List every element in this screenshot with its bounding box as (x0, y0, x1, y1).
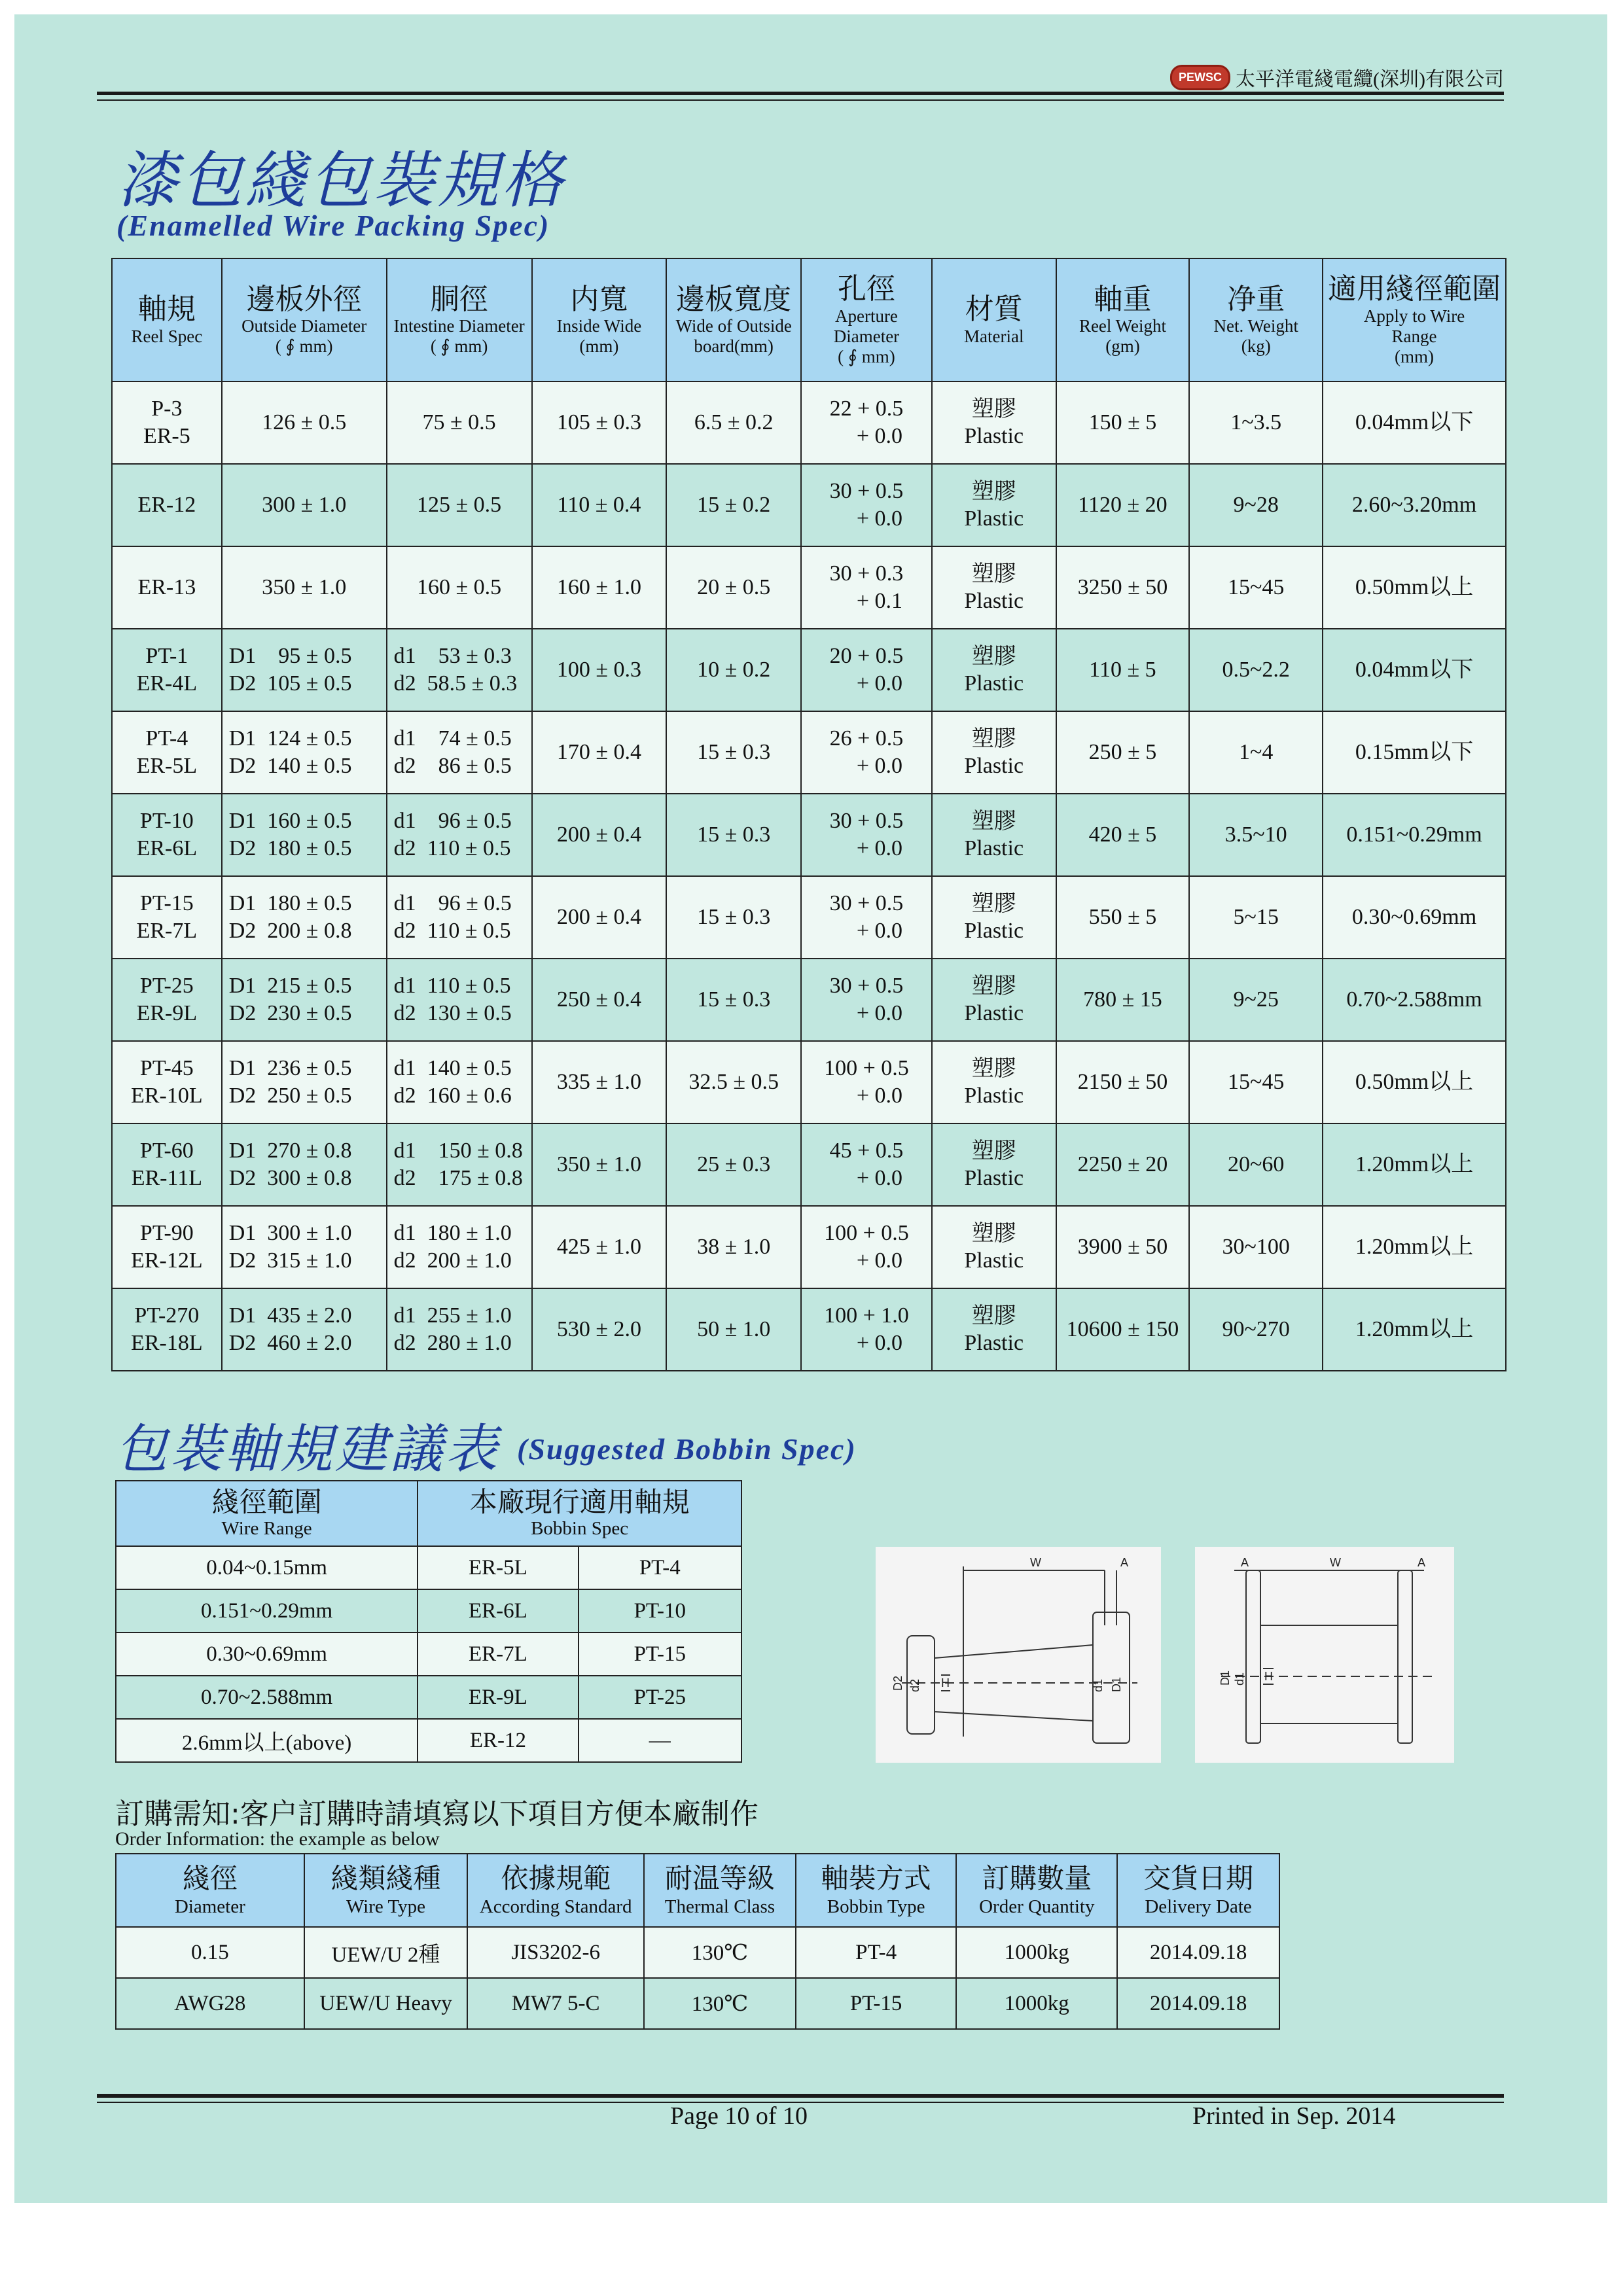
intestine-diameter-cell: 160 ± 0.5 (387, 546, 532, 629)
order-cell: 0.15 (116, 1927, 304, 1978)
wire-range-cell: 0.15mm以下 (1323, 711, 1506, 794)
material-cell: 塑膠 Plastic (932, 546, 1056, 629)
material-cell: 塑膠 Plastic (932, 959, 1056, 1041)
intestine-diameter-cell: d1 140 ± 0.5 d2 160 ± 0.6 (387, 1041, 532, 1123)
spec-row (112, 1288, 1506, 1371)
reel-weight-cell: 780 ± 15 (1056, 959, 1190, 1041)
wire-range-cell: 0.30~0.69mm (1323, 876, 1506, 959)
board-wide-cell: 15 ± 0.3 (666, 794, 801, 876)
printed-date: Printed in Sep. 2014 (1192, 2102, 1396, 2130)
material-cell: 塑膠 Plastic (932, 464, 1056, 546)
outside-diameter-cell: 350 ± 1.0 (222, 546, 387, 629)
outside-diameter-cell: D1 236 ± 0.5 D2 250 ± 0.5 (222, 1041, 387, 1123)
page-number: Page 10 of 10 (670, 2102, 808, 2130)
board-wide-cell: 15 ± 0.3 (666, 711, 801, 794)
order-cell: PT-4 (796, 1927, 957, 1978)
diagram1-d2-label: d2 (908, 1678, 921, 1692)
material-cell: 塑膠 Plastic (932, 711, 1056, 794)
net-weight-cell: 0.5~2.2 (1189, 629, 1323, 711)
intestine-diameter-cell: d1 96 ± 0.5 d2 110 ± 0.5 (387, 876, 532, 959)
net-weight-cell: 20~60 (1189, 1123, 1323, 1206)
bobbin-range-cell: 0.70~2.588mm (116, 1676, 418, 1719)
board-wide-cell: 38 ± 1.0 (666, 1206, 801, 1288)
aperture-cell: 30 + 0.5 + 0.0 (801, 794, 932, 876)
th-material: 材質 Material (932, 258, 1056, 381)
intestine-diameter-cell: d1 96 ± 0.5 d2 110 ± 0.5 (387, 794, 532, 876)
intestine-diameter-cell: d1 74 ± 0.5 d2 86 ± 0.5 (387, 711, 532, 794)
reel-weight-cell: 3250 ± 50 (1056, 546, 1190, 629)
inside-wide-cell: 335 ± 1.0 (532, 1041, 667, 1123)
board-wide-cell: 6.5 ± 0.2 (666, 381, 801, 464)
reel-weight-cell: 550 ± 5 (1056, 876, 1190, 959)
inside-wide-cell: 160 ± 1.0 (532, 546, 667, 629)
diagram1-d1-label: d1 (1092, 1678, 1105, 1692)
inside-wide-cell: 350 ± 1.0 (532, 1123, 667, 1206)
order-cell: MW7 5-C (467, 1978, 644, 2029)
outside-diameter-cell: D1 215 ± 0.5 D2 230 ± 0.5 (222, 959, 387, 1041)
inside-wide-cell: 530 ± 2.0 (532, 1288, 667, 1371)
intestine-diameter-cell: 75 ± 0.5 (387, 381, 532, 464)
net-weight-cell: 90~270 (1189, 1288, 1323, 1371)
order-cell: JIS3202-6 (467, 1927, 644, 1978)
intestine-diameter-cell: 125 ± 0.5 (387, 464, 532, 546)
bobbin-pt-cell: PT-10 (579, 1589, 741, 1633)
bobbin-range-cell: 0.151~0.29mm (116, 1589, 418, 1633)
reel-weight-cell: 420 ± 5 (1056, 794, 1190, 876)
inside-wide-cell: 250 ± 0.4 (532, 959, 667, 1041)
diagram2-w-label: W (1330, 1556, 1341, 1569)
inside-wide-cell: 105 ± 0.3 (532, 381, 667, 464)
order-cell: 1000kg (956, 1927, 1117, 1978)
footer-rule-thick (97, 2094, 1504, 2098)
spec-row (112, 711, 1506, 794)
reel-weight-cell: 10600 ± 150 (1056, 1288, 1190, 1371)
net-weight-cell: 30~100 (1189, 1206, 1323, 1288)
material-cell: 塑膠 Plastic (932, 1206, 1056, 1288)
reel-weight-cell: 3900 ± 50 (1056, 1206, 1190, 1288)
diagram1-D2-label: D2 (891, 1675, 904, 1691)
bobbin-er-cell: ER-9L (418, 1676, 578, 1719)
aperture-cell: 100 + 0.5 + 0.0 (801, 1206, 932, 1288)
th-bobbin-wire-range: 綫徑範圍 Wire Range (116, 1481, 418, 1546)
intestine-diameter-cell: d1 110 ± 0.5 d2 130 ± 0.5 (387, 959, 532, 1041)
board-wide-cell: 25 ± 0.3 (666, 1123, 801, 1206)
pewsc-logo: PEWSC (1170, 65, 1230, 90)
aperture-cell: 100 + 0.5 + 0.0 (801, 1041, 932, 1123)
bobbin-range-cell: 0.30~0.69mm (116, 1633, 418, 1676)
wire-range-cell: 2.60~3.20mm (1323, 464, 1506, 546)
header-rule-thick (97, 92, 1504, 95)
bobbin-table-body (116, 1546, 741, 1762)
reel-spec-cell: PT-1 ER-4L (112, 629, 222, 711)
diagram2-a-left-label: A (1241, 1556, 1249, 1569)
aperture-cell: 20 + 0.5 + 0.0 (801, 629, 932, 711)
wire-range-cell: 0.04mm以下 (1323, 381, 1506, 464)
outside-diameter-cell: D1 300 ± 1.0 D2 315 ± 1.0 (222, 1206, 387, 1288)
order-table-body (116, 1927, 1279, 2029)
reel-spec-cell: PT-90 ER-12L (112, 1206, 222, 1288)
diagram1-D1-label: D1 (1110, 1676, 1123, 1692)
spec-title-en: (Enamelled Wire Packing Spec) (116, 209, 550, 242)
aperture-cell: 22 + 0.5 + 0.0 (801, 381, 932, 464)
net-weight-cell: 9~25 (1189, 959, 1323, 1041)
bobbin-range-cell: 2.6mm以上(above) (116, 1719, 418, 1762)
reel-spec-cell: PT-25 ER-9L (112, 959, 222, 1041)
aperture-cell: 30 + 0.5 + 0.0 (801, 959, 932, 1041)
order-row (116, 1927, 1279, 1978)
board-wide-cell: 15 ± 0.3 (666, 959, 801, 1041)
order-header-cell: 軸裝方式 Bobbin Type (796, 1854, 957, 1927)
company-header (1170, 63, 1504, 92)
order-header-cell: 綫徑 Diameter (116, 1854, 304, 1927)
inside-wide-cell: 200 ± 0.4 (532, 876, 667, 959)
material-cell: 塑膠 Plastic (932, 1041, 1056, 1123)
net-weight-cell: 1~4 (1189, 711, 1323, 794)
material-cell: 塑膠 Plastic (932, 629, 1056, 711)
material-cell: 塑膠 Plastic (932, 1288, 1056, 1371)
reel-spec-cell: PT-60 ER-11L (112, 1123, 222, 1206)
reel-weight-cell: 1120 ± 20 (1056, 464, 1190, 546)
reel-spec-cell: P-3 ER-5 (112, 381, 222, 464)
inside-wide-cell: 100 ± 0.3 (532, 629, 667, 711)
order-title-en: Order Information: the example as below (115, 1828, 440, 1850)
spec-row (112, 464, 1506, 546)
order-header-cell: 交貨日期 Delivery Date (1117, 1854, 1279, 1927)
wire-range-cell: 0.50mm以上 (1323, 546, 1506, 629)
wire-range-cell: 1.20mm以上 (1323, 1123, 1506, 1206)
wire-range-cell: 0.50mm以上 (1323, 1041, 1506, 1123)
outside-diameter-cell: D1 124 ± 0.5 D2 140 ± 0.5 (222, 711, 387, 794)
diagram2-a-right-label: A (1418, 1556, 1426, 1569)
bobbin-title-en: (Suggested Bobbin Spec) (517, 1432, 857, 1466)
aperture-cell: 100 + 1.0 + 0.0 (801, 1288, 932, 1371)
bobbin-table (115, 1480, 742, 1763)
spec-table (111, 258, 1507, 1371)
th-outside-diameter: 邊板外徑 Outside Diameter ( ∮ mm) (222, 258, 387, 381)
intestine-diameter-cell: d1 180 ± 1.0 d2 200 ± 1.0 (387, 1206, 532, 1288)
net-weight-cell: 15~45 (1189, 1041, 1323, 1123)
bobbin-er-cell: ER-12 (418, 1719, 578, 1762)
order-cell: UEW/U Heavy (304, 1978, 468, 2029)
board-wide-cell: 50 ± 1.0 (666, 1288, 801, 1371)
bobbin-row (116, 1633, 741, 1676)
outside-diameter-cell: D1 95 ± 0.5 D2 105 ± 0.5 (222, 629, 387, 711)
reel-spec-cell: ER-12 (112, 464, 222, 546)
reel-spec-cell: PT-45 ER-10L (112, 1041, 222, 1123)
order-table (115, 1853, 1280, 2030)
spec-row (112, 959, 1506, 1041)
order-cell: PT-15 (796, 1978, 957, 2029)
diagram1-w-label: W (1030, 1556, 1041, 1569)
intestine-diameter-cell: d1 255 ± 1.0 d2 280 ± 1.0 (387, 1288, 532, 1371)
spec-row (112, 876, 1506, 959)
order-header-cell: 訂購數量 Order Quantity (956, 1854, 1117, 1927)
order-cell: 2014.09.18 (1117, 1978, 1279, 2029)
net-weight-cell: 3.5~10 (1189, 794, 1323, 876)
board-wide-cell: 15 ± 0.2 (666, 464, 801, 546)
company-name: 太平洋電綫電纜(深圳)有限公司 (1236, 69, 1504, 90)
bobbin-range-cell: 0.04~0.15mm (116, 1546, 418, 1589)
outside-diameter-cell: D1 270 ± 0.8 D2 300 ± 0.8 (222, 1123, 387, 1206)
board-wide-cell: 15 ± 0.3 (666, 876, 801, 959)
wire-range-cell: 1.20mm以上 (1323, 1288, 1506, 1371)
th-wire-range: 適用綫徑範圍 Apply to Wire Range (mm) (1323, 258, 1506, 381)
bobbin-er-cell: ER-5L (418, 1546, 578, 1589)
aperture-cell: 45 + 0.5 + 0.0 (801, 1123, 932, 1206)
material-cell: 塑膠 Plastic (932, 381, 1056, 464)
bobbin-row (116, 1676, 741, 1719)
reel-spec-cell: ER-13 (112, 546, 222, 629)
diagram2-D1-label: D1 (1219, 1670, 1232, 1686)
reel-spec-cell: PT-4 ER-5L (112, 711, 222, 794)
net-weight-cell: 1~3.5 (1189, 381, 1323, 464)
straight-reel-drawing (1195, 1547, 1454, 1763)
inside-wide-cell: 425 ± 1.0 (532, 1206, 667, 1288)
material-cell: 塑膠 Plastic (932, 1123, 1056, 1206)
order-cell: 130℃ (644, 1978, 796, 2029)
net-weight-cell: 9~28 (1189, 464, 1323, 546)
spec-row (112, 1123, 1506, 1206)
bobbin-row (116, 1546, 741, 1589)
inside-wide-cell: 170 ± 0.4 (532, 711, 667, 794)
bobbin-row (116, 1589, 741, 1633)
reel-weight-cell: 150 ± 5 (1056, 381, 1190, 464)
reel-spec-cell: PT-10 ER-6L (112, 794, 222, 876)
order-header-cell: 耐温等級 Thermal Class (644, 1854, 796, 1927)
reel-spec-cell: PT-15 ER-7L (112, 876, 222, 959)
order-row (116, 1978, 1279, 2029)
order-cell: 130℃ (644, 1927, 796, 1978)
spec-row (112, 1041, 1506, 1123)
spec-row (112, 546, 1506, 629)
reel-weight-cell: 110 ± 5 (1056, 629, 1190, 711)
order-cell: 1000kg (956, 1978, 1117, 2029)
reel-weight-cell: 2150 ± 50 (1056, 1041, 1190, 1123)
tapered-reel-drawing (876, 1547, 1161, 1763)
bobbin-pt-cell: PT-25 (579, 1676, 741, 1719)
th-intestine-diameter: 胴徑 Intestine Diameter ( ∮ mm) (387, 258, 532, 381)
board-wide-cell: 10 ± 0.2 (666, 629, 801, 711)
outside-diameter-cell: 300 ± 1.0 (222, 464, 387, 546)
outside-diameter-cell: 126 ± 0.5 (222, 381, 387, 464)
outside-diameter-cell: D1 180 ± 0.5 D2 200 ± 0.8 (222, 876, 387, 959)
net-weight-cell: 5~15 (1189, 876, 1323, 959)
bobbin-er-cell: ER-6L (418, 1589, 578, 1633)
board-wide-cell: 32.5 ± 0.5 (666, 1041, 801, 1123)
order-title-zh: 訂購需知:客户訂購時請填寫以下項目方便本廠制作 (115, 1797, 758, 1831)
reel-spec-cell: PT-270 ER-18L (112, 1288, 222, 1371)
aperture-cell: 30 + 0.5 + 0.0 (801, 876, 932, 959)
intestine-diameter-cell: d1 150 ± 0.8 d2 175 ± 0.8 (387, 1123, 532, 1206)
bobbin-title-zh: 包裝軸規建議表 (115, 1419, 500, 1479)
inside-wide-cell: 110 ± 0.4 (532, 464, 667, 546)
th-bobbin-spec: 本廠現行適用軸規 Bobbin Spec (418, 1481, 741, 1546)
th-reel-spec: 軸規 Reel Spec (112, 258, 222, 381)
spec-row (112, 381, 1506, 464)
th-net-weight: 净重 Net. Weight (kg) (1189, 258, 1323, 381)
material-cell: 塑膠 Plastic (932, 876, 1056, 959)
inside-wide-cell: 200 ± 0.4 (532, 794, 667, 876)
order-cell: UEW/U 2種 (304, 1927, 468, 1978)
intestine-diameter-cell: d1 53 ± 0.3 d2 58.5 ± 0.3 (387, 629, 532, 711)
diagram2-d1-label: d1 (1233, 1672, 1246, 1686)
bobbin-pt-cell: PT-15 (579, 1633, 741, 1676)
th-aperture: 孔徑 Aperture Diameter ( ∮ mm) (801, 258, 932, 381)
spec-row (112, 794, 1506, 876)
outside-diameter-cell: D1 160 ± 0.5 D2 180 ± 0.5 (222, 794, 387, 876)
bobbin-row (116, 1719, 741, 1762)
wire-range-cell: 0.151~0.29mm (1323, 794, 1506, 876)
net-weight-cell: 15~45 (1189, 546, 1323, 629)
order-cell: 2014.09.18 (1117, 1927, 1279, 1978)
wire-range-cell: 1.20mm以上 (1323, 1206, 1506, 1288)
diagram1-a-label: A (1120, 1556, 1129, 1569)
th-reel-weight: 軸重 Reel Weight (gm) (1056, 258, 1190, 381)
th-inside-wide: 内寬 Inside Wide (mm) (532, 258, 667, 381)
header-rule-thin (97, 99, 1504, 101)
aperture-cell: 30 + 0.3 + 0.1 (801, 546, 932, 629)
order-cell: AWG28 (116, 1978, 304, 2029)
order-header-cell: 綫類綫種 Wire Type (304, 1854, 468, 1927)
board-wide-cell: 20 ± 0.5 (666, 546, 801, 629)
spec-row (112, 629, 1506, 711)
outside-diameter-cell: D1 435 ± 2.0 D2 460 ± 2.0 (222, 1288, 387, 1371)
aperture-cell: 26 + 0.5 + 0.0 (801, 711, 932, 794)
order-header-cell: 依據規範 According Standard (467, 1854, 644, 1927)
reel-weight-cell: 2250 ± 20 (1056, 1123, 1190, 1206)
material-cell: 塑膠 Plastic (932, 794, 1056, 876)
reel-weight-cell: 250 ± 5 (1056, 711, 1190, 794)
reel-diagram-straight (1195, 1547, 1454, 1763)
aperture-cell: 30 + 0.5 + 0.0 (801, 464, 932, 546)
wire-range-cell: 0.70~2.588mm (1323, 959, 1506, 1041)
reel-diagram-tapered (876, 1547, 1161, 1763)
wire-range-cell: 0.04mm以下 (1323, 629, 1506, 711)
diagram1-h-label: H (941, 1676, 950, 1689)
bobbin-er-cell: ER-7L (418, 1633, 578, 1676)
th-board-wide: 邊板寬度 Wide of Outside board(mm) (666, 258, 801, 381)
spec-title-zh: 漆包綫包裝規格 (116, 145, 566, 217)
spec-table-body (112, 381, 1506, 1371)
bobbin-pt-cell: — (579, 1719, 741, 1762)
spec-row (112, 1206, 1506, 1288)
bobbin-pt-cell: PT-4 (579, 1546, 741, 1589)
diagram2-h-label: H (1264, 1670, 1273, 1683)
